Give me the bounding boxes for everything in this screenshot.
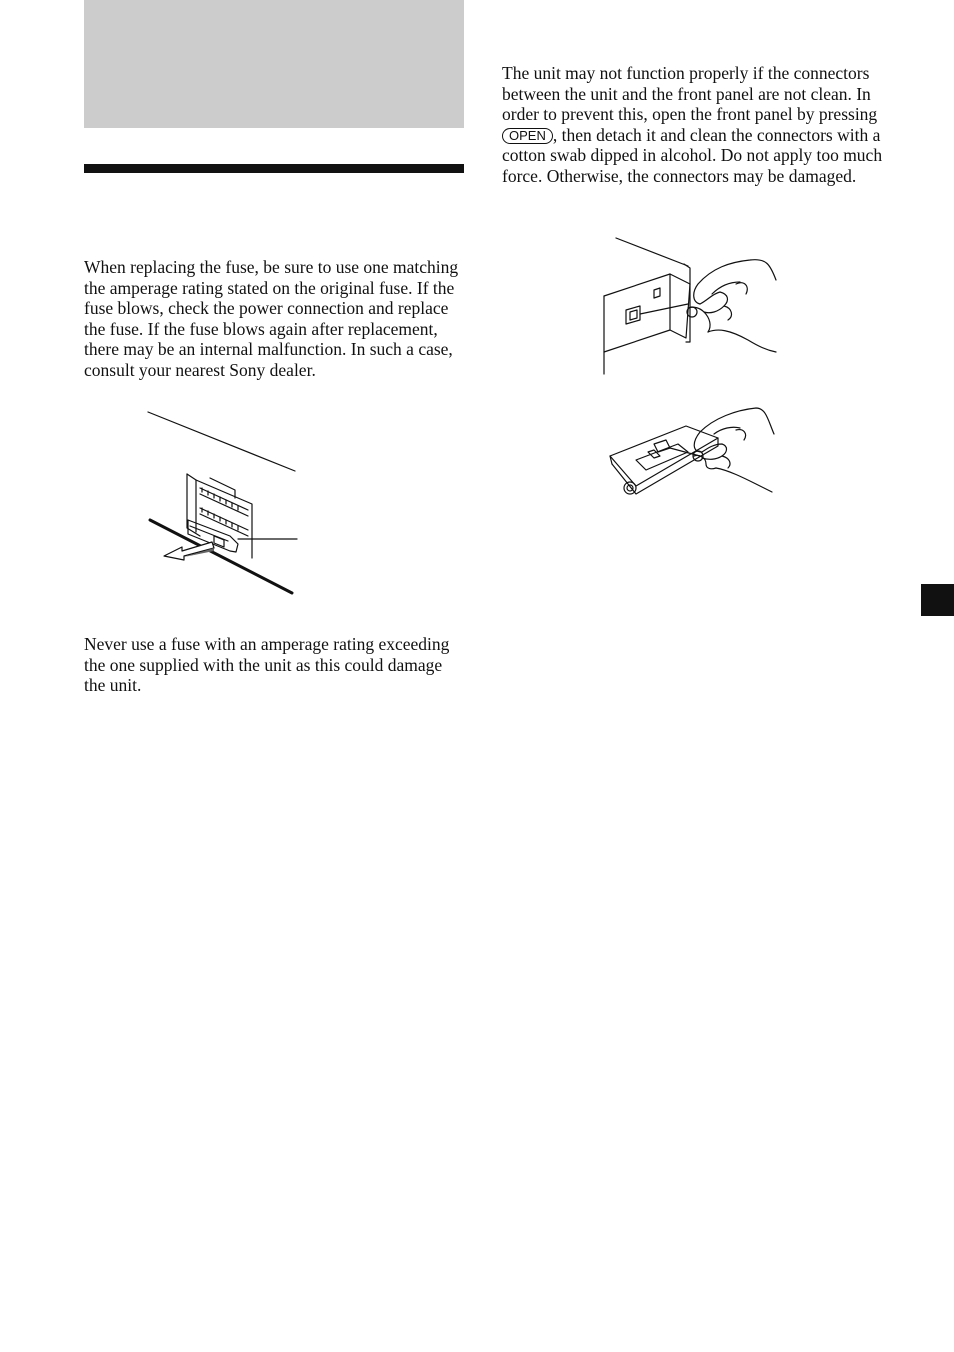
- cleaning-text-before-key: The unit may not function properly if the connectors between the unit and the front panel are not clean. In order to prevent this, open the front panel by pressing: [502, 63, 878, 125]
- page-side-tab: [921, 584, 954, 616]
- fuse-replacement-illustration: [140, 408, 300, 598]
- open-button-key-label: OPEN: [502, 128, 553, 144]
- cleaning-text-after-key: , then detach it and clean the connectors with a cotton swab dipped in alcohol. Do not apply too much force. Otherwise, the connectors may be damaged.: [502, 124, 883, 186]
- clean-front-panel-connector-illustration: [606, 404, 776, 496]
- header-gray-block: [84, 0, 464, 128]
- clean-unit-connector-illustration: [600, 234, 780, 376]
- connector-cleaning-paragraph: [502, 63, 887, 187]
- section-rule: [84, 164, 464, 173]
- fuse-instructions-paragraph: When replacing the fuse, be sure to use one matching the amperage rating stated on the original fuse. If the fuse blows, check the power connection and replace the fuse. If the fuse blows again after replacement, there may be an internal malfunction. In such a case, consult your nearest Sony dealer.: [84, 257, 459, 380]
- fuse-warning-paragraph: Never use a fuse with an amperage rating exceeding the one supplied with the unit as this could damage the unit.: [84, 634, 450, 696]
